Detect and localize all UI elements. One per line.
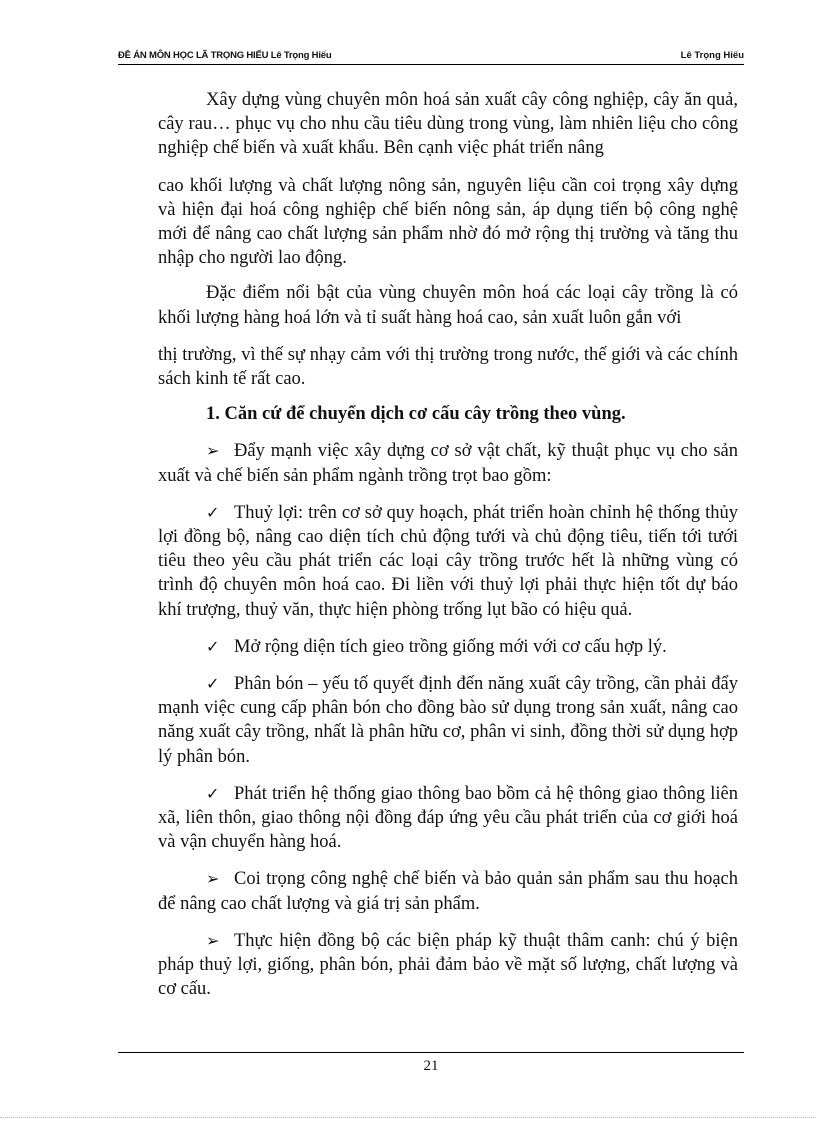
page-bottom-dotted-line: [0, 1117, 816, 1118]
arrow-item-2-text: Coi trọng công nghệ chế biến và bảo quản sản phẩm sau thu hoạch để nâng cao chất lượng và giá trị sản phẩm.: [158, 869, 738, 914]
check-bullet-icon: ✓: [206, 636, 220, 656]
section-heading: 1. Căn cứ để chuyển dịch cơ cấu cây trồng theo vùng.: [206, 404, 626, 425]
check-bullet-icon: ✓: [206, 674, 220, 694]
header-right-text: Lê Trọng Hiếu: [680, 50, 744, 61]
paragraph-2-continued: thị trường, vì thế sự nhạy cảm với thị trường trong nước, thế giới và các chính sách kinh tế rất cao.: [158, 344, 738, 390]
paragraph-1: Xây dựng vùng chuyên môn hoá sản xuất cây công nghiệp, cây ăn quả, cây rau… phục vụ cho nhu cầu tiêu dùng trong vùng, làm nhiên liệu cho công nghiệp chế biến và xuất khẩu. Bên cạnh việc phát triển nâng: [158, 90, 738, 159]
arrow-bullet-icon: ➢: [206, 869, 220, 889]
arrow-item-3: [158, 929, 738, 1002]
check-item-1: [158, 501, 738, 622]
check-item-4-text: Phát triển hệ thống giao thông bao bồm cả hệ thông giao thông liên xã, liên thôn, giao thông nội đồng đáp ứng yêu cầu phát triển của cơ giới hoá và vận chuyển hàng hoá.: [158, 783, 738, 853]
header-left-text: ĐỀ ÁN MÔN HỌC LÃ TRỌNG HIẾU Lê Trọng Hiếu: [118, 50, 332, 61]
paragraph-2: Đặc điểm nổi bật của vùng chuyên môn hoá các loại cây trồng là có khối lượng hàng hoá lớn và tỉ suất hàng hoá cao, sản xuất luôn gắn với: [158, 283, 738, 328]
check-item-2-text: Mở rộng diện tích gieo trồng giống mới với cơ cấu hợp lý.: [234, 636, 667, 657]
arrow-item-1-text: Đẩy mạnh việc xây dựng cơ sở vật chất, kỹ thuật phục vụ cho sản xuất và chế biến sản phẩm ngành trồng trọt bao gồm:: [158, 441, 738, 486]
check-item-2: [158, 635, 738, 659]
arrow-bullet-icon: ➢: [206, 441, 220, 461]
check-item-3: [158, 672, 738, 769]
arrow-bullet-icon: ➢: [206, 930, 220, 950]
document-body: [158, 88, 738, 1015]
paragraph-1-continued: cao khối lượng và chất lượng nông sản, nguyên liệu cần coi trọng xây dựng và hiện đại hoá công nghiệp chế biến nông sản, áp dụng tiến bộ công nghệ mới để nâng cao chất lượng sản phẩm nhờ đó mở rộng thị trường và tăng thu nhập cho người lao động.: [158, 175, 738, 269]
check-item-1-text: Thuỷ lợi: trên cơ sở quy hoạch, phát triển hoàn chỉnh hệ thống thủy lợi đồng bộ, nâng cao diện tích chủ động tưới và chủ động tiêu, tiến tới tưới tiêu theo yêu cầu phát triển các loại cây trồng trước hết là những vùng có trình độ chuyên môn hoá cao. Đi liền với thuỷ lợi phải thực hiện tốt dự báo khí trượng, thuỷ văn, thực hiện phòng trống lụt bão có hiệu quả.: [158, 502, 738, 620]
check-item-4: [158, 782, 738, 855]
arrow-item-2: [158, 867, 738, 915]
check-bullet-icon: ✓: [206, 783, 220, 803]
page-number: 21: [423, 1058, 439, 1074]
arrow-item-1: [158, 439, 738, 487]
footer-rule: [118, 1052, 744, 1053]
check-bullet-icon: ✓: [206, 502, 220, 522]
check-item-3-text: Phân bón – yếu tố quyết định đến năng xuất cây trồng, cần phải đẩy mạnh việc cung cấp phân bón cho đồng bào sử dụng trong sản xuất, nâng cao năng xuất cây trồng, nhất là phân hữu cơ, phân vi sinh, đồng thời sử dụng hợp lý phân bón.: [158, 674, 738, 767]
arrow-item-3-text: Thực hiện đồng bộ các biện pháp kỹ thuật thâm canh: chú ý biện pháp thuỷ lợi, giống, phân bón, phải đảm bảo về mặt số lượng, chất lượng và cơ cấu.: [158, 930, 738, 1000]
page-header: [118, 44, 744, 65]
